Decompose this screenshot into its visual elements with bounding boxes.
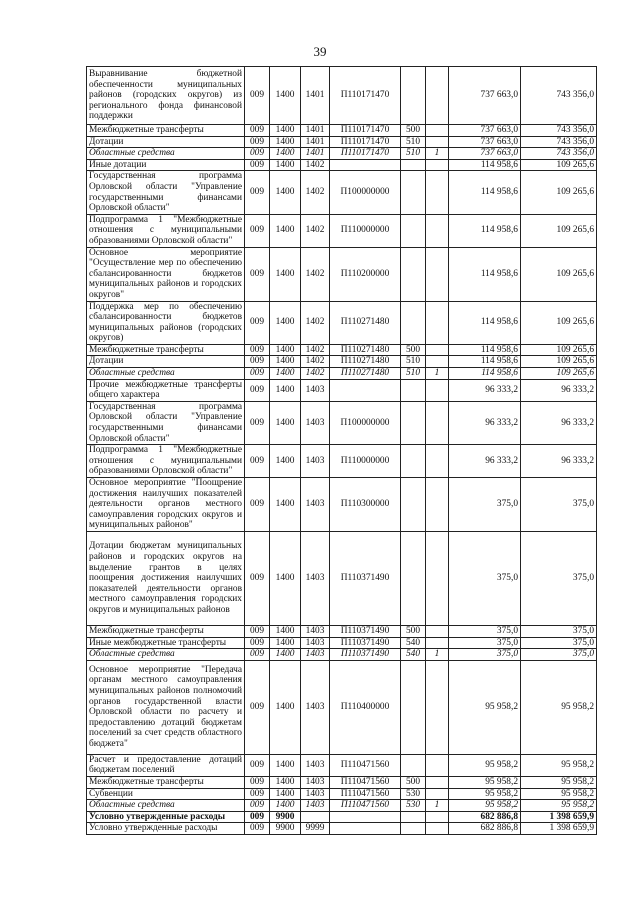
grbs-code: 009 [245, 660, 270, 754]
amount-year-2: 1 398 659,9 [521, 811, 597, 823]
grbs-code: 009 [245, 478, 270, 532]
funding-source-code [426, 531, 449, 625]
row-name: Межбюджетные трансферты [87, 344, 245, 356]
expense-type-code [401, 531, 426, 625]
grbs-code: 009 [245, 247, 270, 301]
target-article-code: П110000000 [330, 445, 401, 478]
section-code: 1400 [270, 148, 301, 160]
section-code: 1400 [270, 754, 301, 776]
target-article-code [330, 379, 401, 401]
section-code: 1400 [270, 478, 301, 532]
grbs-code: 009 [245, 301, 270, 344]
amount-year-1: 114 958,6 [449, 171, 521, 214]
section-code: 1400 [270, 159, 301, 171]
amount-year-2: 1 398 659,9 [521, 823, 597, 835]
funding-source-code [426, 823, 449, 835]
grbs-code: 009 [245, 776, 270, 788]
expense-type-code [401, 67, 426, 125]
grbs-code: 009 [245, 125, 270, 137]
row-name: Субвенции [87, 788, 245, 800]
row-name: Областные средства [87, 800, 245, 812]
funding-source-code [426, 301, 449, 344]
table-row [87, 478, 597, 532]
amount-year-2: 375,0 [521, 637, 597, 649]
grbs-code: 009 [245, 148, 270, 160]
table-row [87, 401, 597, 444]
subsection-code: 1403 [301, 788, 330, 800]
amount-year-1: 114 958,6 [449, 214, 521, 247]
grbs-code: 009 [245, 754, 270, 776]
expense-type-code [401, 660, 426, 754]
table-row [87, 811, 597, 823]
table-row [87, 247, 597, 301]
row-name: Подпрограмма 1 "Межбюджетные отношения с муниципальными образованиями Орловской области" [87, 445, 245, 478]
grbs-code: 009 [245, 356, 270, 368]
amount-year-2: 96 333,2 [521, 445, 597, 478]
expense-type-code: 530 [401, 788, 426, 800]
subsection-code: 1403 [301, 660, 330, 754]
amount-year-2: 109 265,6 [521, 247, 597, 301]
grbs-code: 009 [245, 401, 270, 444]
amount-year-2: 743 356,0 [521, 125, 597, 137]
subsection-code: 1403 [301, 478, 330, 532]
grbs-code: 009 [245, 159, 270, 171]
target-article-code: П110271480 [330, 368, 401, 380]
expense-type-code [401, 823, 426, 835]
amount-year-1: 95 958,2 [449, 788, 521, 800]
amount-year-1: 682 886,8 [449, 811, 521, 823]
expense-type-code: 500 [401, 625, 426, 637]
table-row [87, 301, 597, 344]
grbs-code: 009 [245, 531, 270, 625]
row-name: Дотации бюджетам муниципальных районов и городских округов на выделение грантов в целях поощрения достижения наилучших показателей деятельности органов местного самоуправления городских округов и муниципальных районов [87, 531, 245, 625]
table-row [87, 625, 597, 637]
amount-year-2: 95 958,2 [521, 800, 597, 812]
funding-source-code [426, 344, 449, 356]
row-name: Иные межбюджетные трансферты [87, 637, 245, 649]
amount-year-1: 96 333,2 [449, 379, 521, 401]
amount-year-2: 95 958,2 [521, 660, 597, 754]
amount-year-2: 109 265,6 [521, 214, 597, 247]
subsection-code: 1401 [301, 148, 330, 160]
section-code: 1400 [270, 625, 301, 637]
row-name: Поддержка мер по обеспечению сбалансированности бюджетов муниципальных районов (городских округов) [87, 301, 245, 344]
subsection-code: 1402 [301, 301, 330, 344]
expense-type-code: 500 [401, 776, 426, 788]
section-code: 1400 [270, 136, 301, 148]
amount-year-2: 95 958,2 [521, 754, 597, 776]
table-row [87, 776, 597, 788]
table-row [87, 368, 597, 380]
amount-year-2: 743 356,0 [521, 136, 597, 148]
funding-source-code [426, 247, 449, 301]
grbs-code: 009 [245, 649, 270, 661]
amount-year-2: 375,0 [521, 625, 597, 637]
expense-type-code [401, 811, 426, 823]
grbs-code: 009 [245, 67, 270, 125]
section-code: 9900 [270, 811, 301, 823]
table-row [87, 148, 597, 160]
expense-type-code: 530 [401, 800, 426, 812]
row-name: Основное мероприятие "Поощрение достижения наилучших показателей деятельности органов местного самоуправления городских округов и муниципальных районов" [87, 478, 245, 532]
subsection-code: 1403 [301, 637, 330, 649]
amount-year-1: 95 958,2 [449, 776, 521, 788]
table-row [87, 125, 597, 137]
grbs-code: 009 [245, 171, 270, 214]
subsection-code: 1403 [301, 531, 330, 625]
amount-year-1: 114 958,6 [449, 247, 521, 301]
table-row [87, 649, 597, 661]
amount-year-1: 737 663,0 [449, 136, 521, 148]
amount-year-2: 109 265,6 [521, 171, 597, 214]
table-row [87, 159, 597, 171]
amount-year-2: 96 333,2 [521, 401, 597, 444]
amount-year-1: 95 958,2 [449, 800, 521, 812]
row-name: Иные дотации [87, 159, 245, 171]
amount-year-1: 682 886,8 [449, 823, 521, 835]
section-code: 1400 [270, 531, 301, 625]
target-article-code [330, 823, 401, 835]
expense-type-code: 540 [401, 649, 426, 661]
amount-year-1: 114 958,6 [449, 301, 521, 344]
subsection-code: 1403 [301, 401, 330, 444]
target-article-code: П110171470 [330, 125, 401, 137]
grbs-code: 009 [245, 136, 270, 148]
funding-source-code [426, 776, 449, 788]
subsection-code: 1402 [301, 171, 330, 214]
amount-year-1: 96 333,2 [449, 445, 521, 478]
funding-source-code [426, 159, 449, 171]
table-row [87, 344, 597, 356]
target-article-code: П100000000 [330, 401, 401, 444]
funding-source-code [426, 214, 449, 247]
expense-type-code: 500 [401, 344, 426, 356]
section-code: 1400 [270, 344, 301, 356]
subsection-code: 1401 [301, 125, 330, 137]
grbs-code: 009 [245, 811, 270, 823]
amount-year-2: 109 265,6 [521, 344, 597, 356]
row-name: Основное мероприятие "Осуществление мер по обеспечению сбалансированности бюджетов муниципальных районов и городских округов" [87, 247, 245, 301]
grbs-code: 009 [245, 625, 270, 637]
expense-type-code [401, 379, 426, 401]
table-row [87, 67, 597, 125]
amount-year-2: 375,0 [521, 478, 597, 532]
amount-year-2: 96 333,2 [521, 379, 597, 401]
target-article-code: П110300000 [330, 478, 401, 532]
subsection-code: 1403 [301, 649, 330, 661]
expense-type-code [401, 401, 426, 444]
table-body [87, 67, 597, 835]
funding-source-code [426, 788, 449, 800]
funding-source-code: 1 [426, 649, 449, 661]
grbs-code: 009 [245, 788, 270, 800]
target-article-code: П110200000 [330, 247, 401, 301]
target-article-code: П110400000 [330, 660, 401, 754]
row-name: Областные средства [87, 649, 245, 661]
expense-type-code [401, 301, 426, 344]
section-code: 1400 [270, 379, 301, 401]
funding-source-code [426, 660, 449, 754]
grbs-code: 009 [245, 379, 270, 401]
subsection-code: 1403 [301, 379, 330, 401]
row-name: Государственная программа Орловской области "Управление государственными финансами Орловской области" [87, 171, 245, 214]
funding-source-code [426, 811, 449, 823]
amount-year-2: 109 265,6 [521, 301, 597, 344]
target-article-code: П110271480 [330, 301, 401, 344]
amount-year-1: 375,0 [449, 637, 521, 649]
amount-year-1: 375,0 [449, 531, 521, 625]
subsection-code: 1402 [301, 159, 330, 171]
section-code: 1400 [270, 788, 301, 800]
amount-year-1: 114 958,6 [449, 356, 521, 368]
grbs-code: 009 [245, 344, 270, 356]
grbs-code: 009 [245, 637, 270, 649]
target-article-code: П110271480 [330, 356, 401, 368]
amount-year-1: 114 958,6 [449, 368, 521, 380]
amount-year-2: 95 958,2 [521, 776, 597, 788]
section-code: 1400 [270, 649, 301, 661]
target-article-code: П110471560 [330, 800, 401, 812]
section-code: 9900 [270, 823, 301, 835]
grbs-code: 009 [245, 368, 270, 380]
section-code: 1400 [270, 660, 301, 754]
amount-year-1: 375,0 [449, 625, 521, 637]
row-name: Прочие межбюджетные трансферты общего характера [87, 379, 245, 401]
subsection-code: 1403 [301, 625, 330, 637]
section-code: 1400 [270, 247, 301, 301]
subsection-code: 1403 [301, 445, 330, 478]
amount-year-1: 95 958,2 [449, 754, 521, 776]
amount-year-2: 109 265,6 [521, 356, 597, 368]
amount-year-1: 114 958,6 [449, 159, 521, 171]
target-article-code: П110371490 [330, 625, 401, 637]
amount-year-2: 375,0 [521, 649, 597, 661]
amount-year-2: 375,0 [521, 531, 597, 625]
row-name: Основное мероприятие "Передача органам местного самоуправления муниципальных районов полномочий органов государственной власти Орловской области по расчету и предоставлению дотаций бюджетам поселений за счет средств областного бюджета" [87, 660, 245, 754]
section-code: 1400 [270, 776, 301, 788]
grbs-code: 009 [245, 823, 270, 835]
section-code: 1400 [270, 214, 301, 247]
target-article-code: П110271480 [330, 344, 401, 356]
grbs-code: 009 [245, 445, 270, 478]
section-code: 1400 [270, 800, 301, 812]
subsection-code: 1402 [301, 214, 330, 247]
funding-source-code [426, 478, 449, 532]
target-article-code: П110000000 [330, 214, 401, 247]
amount-year-1: 114 958,6 [449, 344, 521, 356]
table-row [87, 214, 597, 247]
section-code: 1400 [270, 67, 301, 125]
expense-type-code: 510 [401, 148, 426, 160]
target-article-code: П110171470 [330, 136, 401, 148]
row-name: Дотации [87, 356, 245, 368]
section-code: 1400 [270, 368, 301, 380]
expense-type-code: 510 [401, 356, 426, 368]
target-article-code [330, 811, 401, 823]
target-article-code: П110471560 [330, 776, 401, 788]
funding-source-code [426, 125, 449, 137]
target-article-code: П110471560 [330, 788, 401, 800]
target-article-code: П110371490 [330, 531, 401, 625]
section-code: 1400 [270, 401, 301, 444]
subsection-code: 1403 [301, 776, 330, 788]
row-name: Государственная программа Орловской области "Управление государственными финансами Орловской области" [87, 401, 245, 444]
expense-type-code [401, 754, 426, 776]
expense-type-code [401, 214, 426, 247]
expense-type-code: 540 [401, 637, 426, 649]
amount-year-1: 95 958,2 [449, 660, 521, 754]
subsection-code: 9999 [301, 823, 330, 835]
row-name: Расчет и предоставление дотаций бюджетам поселений [87, 754, 245, 776]
subsection-code: 1402 [301, 344, 330, 356]
row-name: Межбюджетные трансферты [87, 776, 245, 788]
subsection-code: 1402 [301, 368, 330, 380]
funding-source-code [426, 171, 449, 214]
funding-source-code [426, 136, 449, 148]
expense-type-code [401, 247, 426, 301]
row-name: Условно утвержденные расходы [87, 811, 245, 823]
table-row [87, 445, 597, 478]
table-row [87, 754, 597, 776]
expense-type-code [401, 171, 426, 214]
section-code: 1400 [270, 171, 301, 214]
grbs-code: 009 [245, 800, 270, 812]
subsection-code: 1402 [301, 356, 330, 368]
budget-table [86, 66, 597, 835]
expense-type-code [401, 478, 426, 532]
target-article-code: П100000000 [330, 171, 401, 214]
row-name: Межбюджетные трансферты [87, 125, 245, 137]
table-row [87, 136, 597, 148]
expense-type-code: 510 [401, 136, 426, 148]
target-article-code: П110471560 [330, 754, 401, 776]
funding-source-code: 1 [426, 148, 449, 160]
table-row [87, 637, 597, 649]
row-name: Областные средства [87, 148, 245, 160]
funding-source-code: 1 [426, 368, 449, 380]
amount-year-2: 109 265,6 [521, 159, 597, 171]
page-number: 39 [313, 44, 327, 59]
expense-type-code [401, 445, 426, 478]
funding-source-code [426, 754, 449, 776]
amount-year-1: 737 663,0 [449, 125, 521, 137]
section-code: 1400 [270, 637, 301, 649]
expense-type-code [401, 159, 426, 171]
funding-source-code [426, 625, 449, 637]
table-row [87, 823, 597, 835]
funding-source-code [426, 379, 449, 401]
subsection-code: 1403 [301, 754, 330, 776]
subsection-code: 1402 [301, 247, 330, 301]
table-row [87, 356, 597, 368]
amount-year-2: 743 356,0 [521, 67, 597, 125]
target-article-code [330, 159, 401, 171]
table-row [87, 788, 597, 800]
row-name: Межбюджетные трансферты [87, 625, 245, 637]
amount-year-2: 109 265,6 [521, 368, 597, 380]
table-row [87, 531, 597, 625]
row-name: Выравнивание бюджетной обеспеченности муниципальных районов (городских округов) из регионального фонда финансовой поддержки [87, 67, 245, 125]
target-article-code: П110371490 [330, 649, 401, 661]
subsection-code: 1401 [301, 67, 330, 125]
amount-year-2: 743 356,0 [521, 148, 597, 160]
section-code: 1400 [270, 301, 301, 344]
funding-source-code [426, 401, 449, 444]
amount-year-1: 96 333,2 [449, 401, 521, 444]
row-name: Областные средства [87, 368, 245, 380]
table-row [87, 379, 597, 401]
section-code: 1400 [270, 125, 301, 137]
amount-year-1: 375,0 [449, 478, 521, 532]
expense-type-code: 510 [401, 368, 426, 380]
amount-year-1: 737 663,0 [449, 148, 521, 160]
funding-source-code: 1 [426, 800, 449, 812]
amount-year-1: 375,0 [449, 649, 521, 661]
subsection-code: 1401 [301, 136, 330, 148]
row-name: Условно утвержденные расходы [87, 823, 245, 835]
row-name: Подпрограмма 1 "Межбюджетные отношения с муниципальными образованиями Орловской области" [87, 214, 245, 247]
funding-source-code [426, 356, 449, 368]
section-code: 1400 [270, 445, 301, 478]
expense-type-code: 500 [401, 125, 426, 137]
subsection-code: 1403 [301, 800, 330, 812]
amount-year-2: 95 958,2 [521, 788, 597, 800]
funding-source-code [426, 67, 449, 125]
target-article-code: П110371490 [330, 637, 401, 649]
amount-year-1: 737 663,0 [449, 67, 521, 125]
funding-source-code [426, 637, 449, 649]
grbs-code: 009 [245, 214, 270, 247]
table-row [87, 660, 597, 754]
funding-source-code [426, 445, 449, 478]
target-article-code: П110171470 [330, 67, 401, 125]
row-name: Дотации [87, 136, 245, 148]
table-row [87, 171, 597, 214]
table-row [87, 800, 597, 812]
section-code: 1400 [270, 356, 301, 368]
subsection-code [301, 811, 330, 823]
target-article-code: П110171470 [330, 148, 401, 160]
